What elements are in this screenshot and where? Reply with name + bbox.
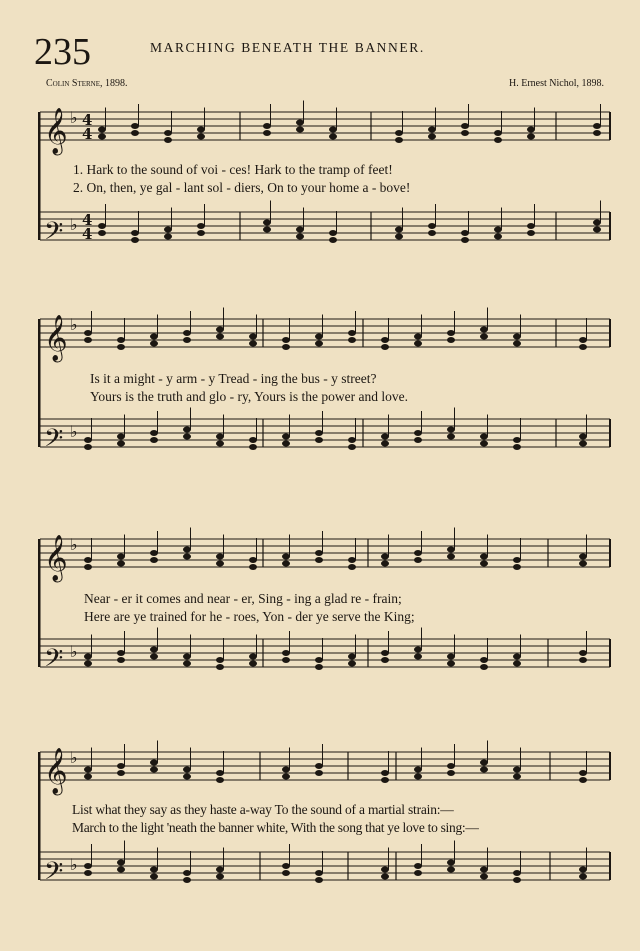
note-head [447,867,455,873]
note-head [447,763,455,769]
note-head [593,220,601,226]
note-head [381,554,389,560]
note-head [461,230,469,236]
treble-clef-icon: 𝄞 [44,315,68,361]
note-head [249,334,257,340]
note-head [315,430,323,436]
note-head [447,654,455,660]
note-head [348,437,356,443]
note-head [282,561,290,567]
note-head [579,770,587,776]
note-head [428,127,436,133]
verse-1-lyric: 1. Hark to the sound of voi - ces! Hark to the tramp of feet! [73,162,393,177]
note-head [348,654,356,660]
note-head [282,863,290,869]
note-head [414,550,422,556]
note-head [447,337,455,343]
note-head [150,437,158,443]
note-head [494,227,502,233]
note-head [282,434,290,440]
note-head [447,547,455,553]
note-head [329,237,337,243]
note-head [84,661,92,667]
note-head [183,547,191,553]
note-head [249,444,257,450]
note-head [381,874,389,880]
note-head [381,650,389,656]
note-head [84,654,92,660]
note-head [117,770,125,776]
note-head [282,344,290,350]
time-signature-top: 4 [82,111,93,129]
verse-1-lyric: List what they say as they haste a-way To the sound of a martial strain:— [72,802,454,817]
note-head [414,654,422,660]
note-head [131,237,139,243]
note-head [249,557,257,563]
note-head [216,327,224,333]
note-head [84,564,92,570]
flat-icon: ♭ [70,748,78,767]
note-head [414,437,422,443]
note-head [428,230,436,236]
note-head [579,777,587,783]
note-head [249,341,257,347]
note-head [150,654,158,660]
note-head [183,870,191,876]
note-head [480,867,488,873]
flat-icon: ♭ [70,855,78,874]
note-head [527,127,535,133]
note-head [183,654,191,660]
note-head [150,647,158,653]
note-head [579,337,587,343]
note-head [447,427,455,433]
verse-1-lyric: Is it a might - y arm - y Tread - ing the bus - y street? [90,371,377,386]
note-head [282,337,290,343]
note-head [513,557,521,563]
note-head [480,327,488,333]
note-head [579,650,587,656]
note-head [315,437,323,443]
note-head [98,127,106,133]
note-head [494,137,502,143]
note-head [381,344,389,350]
note-head [216,874,224,880]
note-head [164,234,172,240]
note-head [480,760,488,766]
note-head [381,867,389,873]
note-head [348,557,356,563]
note-head [84,863,92,869]
note-head [381,337,389,343]
note-head [428,223,436,229]
note-head [150,874,158,880]
note-head [117,867,125,873]
note-head [197,223,205,229]
music-credit: H. Ernest Nichol, 1898. [509,78,604,89]
note-head [395,130,403,136]
note-head [315,341,323,347]
note-head [527,230,535,236]
note-head [249,564,257,570]
note-head [117,657,125,663]
note-head [117,434,125,440]
note-head [315,664,323,670]
note-head [461,237,469,243]
note-head [84,557,92,563]
note-head [216,867,224,873]
note-head [84,437,92,443]
note-head [315,763,323,769]
note-head [381,434,389,440]
bass-clef-icon: 𝄢 [44,424,64,459]
note-head [414,430,422,436]
note-head [480,874,488,880]
note-head [216,657,224,663]
note-head [579,434,587,440]
note-head [414,863,422,869]
note-head [381,770,389,776]
note-head [296,234,304,240]
note-head [414,647,422,653]
note-head [216,441,224,447]
note-head [84,337,92,343]
note-head [593,123,601,129]
note-head [513,334,521,340]
note-head [150,557,158,563]
note-head [98,223,106,229]
note-head [84,774,92,780]
note-head [513,877,521,883]
note-head [579,561,587,567]
note-head [197,134,205,140]
note-head [494,130,502,136]
note-head [183,767,191,773]
note-head [381,657,389,663]
note-head [150,341,158,347]
note-head [414,557,422,563]
verse-2-lyric: 2. On, then, ye gal - lant sol - diers, On to your home a - bove! [73,180,411,195]
note-head [348,330,356,336]
note-head [98,134,106,140]
music-system-4 [38,738,614,928]
note-head [414,870,422,876]
note-head [428,134,436,140]
hymn-number: 235 [34,31,91,73]
note-head [150,760,158,766]
note-head [348,444,356,450]
note-head [447,330,455,336]
note-head [183,434,191,440]
note-head [296,127,304,133]
note-head [84,330,92,336]
note-head [527,223,535,229]
note-head [263,123,271,129]
note-head [329,127,337,133]
note-head [249,661,257,667]
note-head [579,867,587,873]
note-head [164,227,172,233]
note-head [527,134,535,140]
note-head [131,130,139,136]
flat-icon: ♭ [70,535,78,554]
note-head [282,767,290,773]
note-head [381,777,389,783]
time-signature-bottom: 4 [82,225,93,243]
note-head [480,554,488,560]
note-head [579,344,587,350]
note-head [315,657,323,663]
note-head [183,877,191,883]
verse-2-lyric: Here are ye trained for he - roes, Yon - der ye serve the King; [84,609,415,624]
note-head [513,564,521,570]
note-head [282,774,290,780]
note-head [513,444,521,450]
verse-2-lyric: March to the light 'neath the banner white, With the song that ye love to sing:— [72,820,479,835]
note-head [117,650,125,656]
note-head [480,334,488,340]
note-head [282,441,290,447]
note-head [414,334,422,340]
note-head [381,561,389,567]
note-head [216,664,224,670]
note-head [216,434,224,440]
note-head [183,337,191,343]
note-head [117,337,125,343]
note-head [579,657,587,663]
note-head [263,220,271,226]
note-head [282,650,290,656]
verse-1-lyric: Near - er it comes and near - er, Sing - ing a glad re - frain; [84,591,402,606]
note-head [150,767,158,773]
flat-icon: ♭ [70,108,78,127]
note-head [117,860,125,866]
note-head [131,123,139,129]
note-head [480,767,488,773]
note-head [84,870,92,876]
music-system-1 [38,98,614,270]
note-head [315,770,323,776]
note-head [395,234,403,240]
verse-2-lyric: Yours is the truth and glo - ry, Yours is the power and love. [90,389,408,404]
note-head [447,434,455,440]
note-head [263,130,271,136]
note-head [447,860,455,866]
note-head [183,330,191,336]
note-head [414,767,422,773]
note-head [183,774,191,780]
note-head [513,341,521,347]
note-head [579,441,587,447]
bass-clef-icon: 𝄢 [44,217,64,252]
note-head [150,430,158,436]
note-head [183,427,191,433]
treble-clef-icon: 𝄞 [44,535,68,581]
note-head [480,441,488,447]
flat-icon: ♭ [70,215,78,234]
note-head [150,867,158,873]
note-head [513,774,521,780]
note-head [414,341,422,347]
note-head [117,561,125,567]
note-head [117,344,125,350]
note-head [461,130,469,136]
note-head [183,661,191,667]
note-head [296,227,304,233]
hymn-title: MARCHING BENEATH THE BANNER. [150,40,425,55]
bass-clef-icon: 𝄢 [44,857,64,892]
note-head [447,554,455,560]
note-head [315,877,323,883]
note-head [282,554,290,560]
note-head [183,554,191,560]
time-signature-top: 4 [82,211,93,229]
note-head [513,654,521,660]
note-head [216,777,224,783]
note-head [593,130,601,136]
flat-icon: ♭ [70,642,78,661]
note-head [282,657,290,663]
note-head [98,230,106,236]
note-head [249,654,257,660]
note-head [315,557,323,563]
note-head [164,137,172,143]
note-head [480,434,488,440]
note-head [131,230,139,236]
note-head [282,870,290,876]
time-signature-bottom: 4 [82,125,93,143]
note-head [447,770,455,776]
note-head [348,564,356,570]
note-head [447,661,455,667]
treble-clef-icon: 𝄞 [44,748,68,794]
note-head [117,763,125,769]
treble-clef-icon: 𝄞 [44,108,68,154]
note-head [480,664,488,670]
note-head [329,230,337,236]
note-head [197,127,205,133]
note-head [395,137,403,143]
note-head [494,234,502,240]
note-head [480,657,488,663]
note-head [84,767,92,773]
note-head [348,337,356,343]
note-head [249,437,257,443]
note-head [150,550,158,556]
note-head [315,334,323,340]
note-head [395,227,403,233]
note-head [117,554,125,560]
note-head [296,120,304,126]
music-system-3 [38,525,614,697]
note-head [461,123,469,129]
flat-icon: ♭ [70,315,78,334]
note-head [263,227,271,233]
note-head [579,874,587,880]
note-head [329,134,337,140]
note-head [197,230,205,236]
note-head [593,227,601,233]
note-head [84,444,92,450]
note-head [216,561,224,567]
note-head [216,770,224,776]
note-head [315,550,323,556]
note-head [513,661,521,667]
note-head [150,334,158,340]
note-head [164,130,172,136]
note-head [315,870,323,876]
note-head [579,554,587,560]
music-system-2 [38,305,614,477]
note-head [513,437,521,443]
note-head [480,561,488,567]
note-head [414,774,422,780]
note-head [117,441,125,447]
note-head [216,554,224,560]
words-credit: Colin Sterne, 1898. [46,78,128,89]
note-head [513,767,521,773]
note-head [513,870,521,876]
bass-clef-icon: 𝄢 [44,644,64,679]
flat-icon: ♭ [70,422,78,441]
note-head [216,334,224,340]
note-head [348,661,356,667]
note-head [381,441,389,447]
